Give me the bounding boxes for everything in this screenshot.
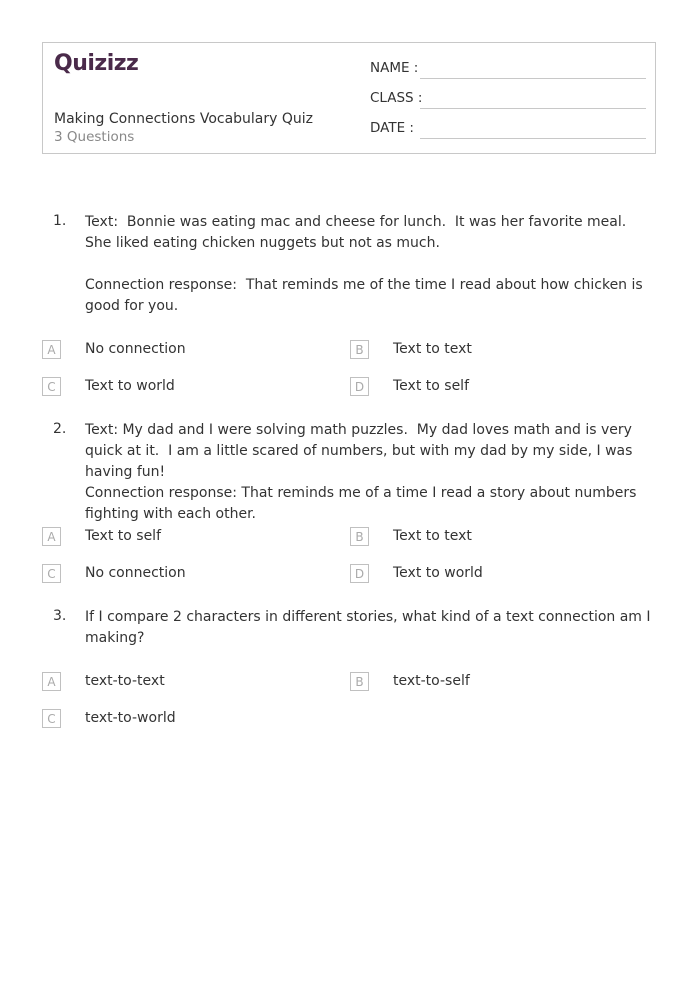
worksheet-header bbox=[42, 42, 656, 154]
option-letter-box: C bbox=[42, 377, 61, 396]
option-text: Text to text bbox=[393, 528, 472, 544]
question-text: Text: Bonnie was eating mac and cheese for lunch. It was her favorite meal. She liked eating chicken nuggets but not as much. Connection response: That reminds me of the time I read about how chicken is good for you. bbox=[85, 214, 643, 314]
quizizz-logo: Quizizz bbox=[54, 51, 139, 76]
option-text: Text to text bbox=[393, 341, 472, 357]
option-letter-box: C bbox=[42, 564, 61, 583]
class-line[interactable] bbox=[420, 108, 646, 109]
option-letter-box: A bbox=[42, 672, 61, 691]
quiz-title: Making Connections Vocabulary Quiz bbox=[54, 111, 314, 127]
option-text: No connection bbox=[85, 565, 186, 581]
option-letter-box: D bbox=[350, 377, 369, 396]
option-text: Text to self bbox=[393, 378, 469, 394]
question-text: Text: My dad and I were solving math puzzles. My dad loves math and is very quick at it. I am a little scared of numbers, but with my dad by my side, I was having fun! Connection response: That reminds me of a time I read a story about numbers fighting with each other. bbox=[85, 422, 637, 522]
date-line[interactable] bbox=[420, 138, 646, 139]
date-label: DATE : bbox=[370, 120, 414, 136]
option-text: text-to-text bbox=[85, 673, 165, 689]
option-text: text-to-world bbox=[85, 710, 176, 726]
option-letter-box: B bbox=[350, 672, 369, 691]
option-text: Text to world bbox=[393, 565, 483, 581]
option-letter-box: B bbox=[350, 340, 369, 359]
class-label: CLASS : bbox=[370, 90, 423, 106]
question-text: If I compare 2 characters in different stories, what kind of a text connection am I making? bbox=[85, 609, 655, 646]
question-number: 2. bbox=[53, 421, 67, 437]
name-line[interactable] bbox=[420, 78, 646, 79]
question-number: 1. bbox=[53, 213, 67, 229]
option-text: No connection bbox=[85, 341, 186, 357]
question-number: 3. bbox=[53, 608, 67, 624]
name-label: NAME : bbox=[370, 60, 419, 76]
option-text: Text to world bbox=[85, 378, 175, 394]
option-text: text-to-self bbox=[393, 673, 470, 689]
option-letter-box: B bbox=[350, 527, 369, 546]
option-letter-box: C bbox=[42, 709, 61, 728]
option-letter-box: A bbox=[42, 527, 61, 546]
question-count: 3 Questions bbox=[54, 129, 135, 145]
option-letter-box: A bbox=[42, 340, 61, 359]
option-letter-box: D bbox=[350, 564, 369, 583]
option-text: Text to self bbox=[85, 528, 161, 544]
